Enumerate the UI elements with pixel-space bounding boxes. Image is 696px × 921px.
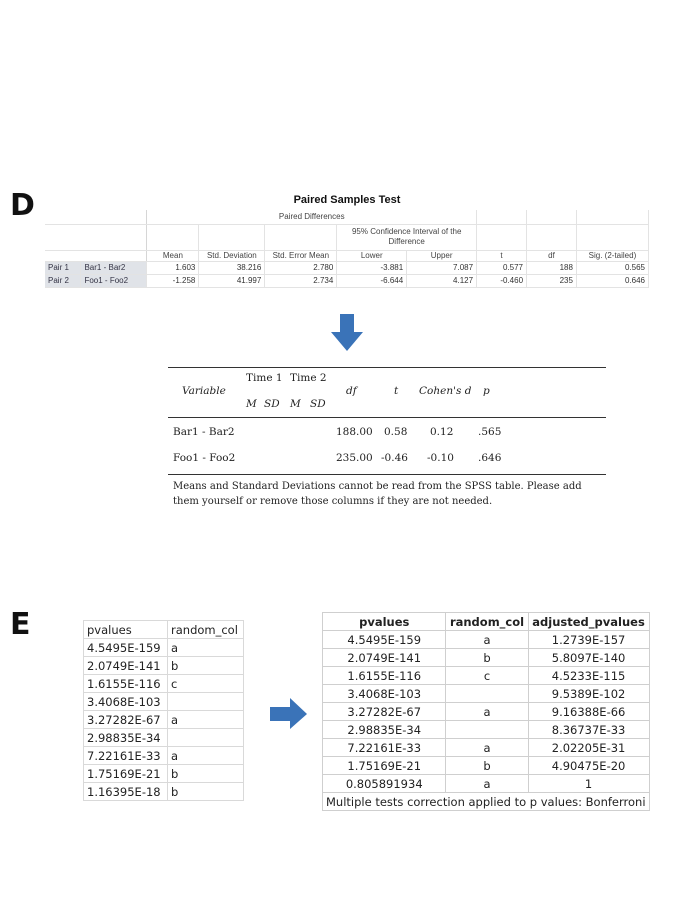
spss-cell: 41.997 <box>199 274 265 287</box>
random-col-cell[interactable]: b <box>168 657 244 675</box>
column-header[interactable]: adjusted_pvalues <box>528 613 649 631</box>
random-col-cell[interactable]: a <box>168 711 244 729</box>
apa-row-t: -0.46 <box>381 452 408 464</box>
random-col-cell[interactable]: a <box>168 747 244 765</box>
spss-ci-header: 95% Confidence Interval of the Difference <box>337 224 477 250</box>
table-row <box>84 729 244 747</box>
apa-mid-rule <box>168 417 606 418</box>
apa-row-df: 235.00 <box>336 452 373 464</box>
spss-row <box>45 274 649 287</box>
output-spreadsheet <box>322 612 650 811</box>
spss-pair-name: Foo1 - Foo2 <box>81 274 147 287</box>
adjusted-pvalue-cell[interactable]: 4.5233E-115 <box>528 667 649 685</box>
spss-table <box>45 210 649 288</box>
random-col-cell[interactable]: b <box>168 783 244 801</box>
adjusted-pvalue-cell[interactable]: 9.16388E-66 <box>528 703 649 721</box>
table-row <box>323 757 650 775</box>
spss-cell: 38.216 <box>199 261 265 274</box>
pvalue-cell[interactable]: 1.6155E-116 <box>84 675 168 693</box>
random-col-cell[interactable]: c <box>168 675 244 693</box>
table-row <box>323 721 650 739</box>
table-row <box>84 657 244 675</box>
spss-col-header: Lower <box>337 250 407 261</box>
table-row <box>323 739 650 757</box>
apa-cohens-d-header: Cohen's d <box>419 385 472 397</box>
table-header-row <box>84 621 244 639</box>
spss-cell: 7.087 <box>407 261 477 274</box>
adjusted-pvalue-cell[interactable]: 9.5389E-102 <box>528 685 649 703</box>
random-col-cell[interactable] <box>446 685 528 703</box>
column-header[interactable]: pvalues <box>323 613 446 631</box>
spss-col-header: Sig. (2-tailed) <box>576 250 648 261</box>
apa-bottom-rule <box>168 474 606 475</box>
spss-cell: 0.565 <box>576 261 648 274</box>
arrow-down-icon <box>330 314 364 352</box>
table-row <box>323 703 650 721</box>
arrow-right-icon <box>270 698 308 730</box>
panel-label-d: D <box>10 188 35 223</box>
spss-col-header: Std. Deviation <box>199 250 265 261</box>
table-row <box>323 685 650 703</box>
spss-col-header: t <box>477 250 527 261</box>
pvalue-cell[interactable]: 2.0749E-141 <box>84 657 168 675</box>
apa-m-header: M <box>246 398 257 410</box>
table-row <box>84 693 244 711</box>
random-col-cell[interactable]: b <box>168 765 244 783</box>
pvalue-cell[interactable]: 1.75169E-21 <box>84 765 168 783</box>
spss-cell: 0.646 <box>576 274 648 287</box>
spss-cell: -3.881 <box>337 261 407 274</box>
apa-note: Means and Standard Deviations cannot be read from the SPSS table. Please add them yourself or remove those columns if they are not needed. <box>173 481 582 507</box>
pvalue-cell[interactable]: 3.27282E-67 <box>84 711 168 729</box>
adjusted-pvalue-cell[interactable]: 4.90475E-20 <box>528 757 649 775</box>
spss-pair-name: Bar1 - Bar2 <box>81 261 147 274</box>
spss-title: Paired Samples Test <box>293 194 401 206</box>
random-col-cell[interactable]: c <box>446 667 528 685</box>
apa-top-rule <box>168 367 606 368</box>
spss-row <box>45 261 649 274</box>
spss-cell: 4.127 <box>407 274 477 287</box>
spss-col-header: Upper <box>407 250 477 261</box>
pvalue-cell[interactable]: 3.4068E-103 <box>84 693 168 711</box>
panel-label-e: E <box>10 607 31 642</box>
pvalue-cell[interactable]: 7.22161E-33 <box>323 739 446 757</box>
spss-cell: 2.780 <box>265 261 337 274</box>
apa-row-name: Bar1 - Bar2 <box>173 426 235 438</box>
spss-col-header: Mean <box>147 250 199 261</box>
spss-pair-label: Pair 2 <box>45 274 81 287</box>
pvalue-cell[interactable]: 4.5495E-159 <box>323 631 446 649</box>
column-header[interactable]: pvalues <box>84 621 168 639</box>
input-table <box>83 620 244 801</box>
spss-cell: 0.577 <box>477 261 527 274</box>
apa-sd-header: SD <box>310 398 326 410</box>
apa-time1-header: Time 1 <box>246 372 283 384</box>
apa-t-header: t <box>394 385 399 397</box>
apa-row-t: 0.58 <box>384 426 408 438</box>
spss-cell: 235 <box>527 274 577 287</box>
table-row <box>84 711 244 729</box>
output-table <box>322 612 650 811</box>
pvalue-cell[interactable]: 3.27282E-67 <box>323 703 446 721</box>
spss-group-header: Paired Differences <box>147 210 477 224</box>
random-col-cell[interactable]: a <box>168 639 244 657</box>
adjusted-pvalue-cell[interactable]: 2.02205E-31 <box>528 739 649 757</box>
pvalue-cell[interactable]: 2.98835E-34 <box>84 729 168 747</box>
table-row <box>323 667 650 685</box>
spss-cell: 2.734 <box>265 274 337 287</box>
table-row <box>323 649 650 667</box>
spss-col-header: Std. Error Mean <box>265 250 337 261</box>
pvalue-cell[interactable]: 2.0749E-141 <box>323 649 446 667</box>
random-col-cell[interactable] <box>446 721 528 739</box>
random-col-cell[interactable]: a <box>446 703 528 721</box>
random-col-cell[interactable]: a <box>446 631 528 649</box>
table-row <box>84 747 244 765</box>
correction-note: Multiple tests correction applied to p values: Bonferroni <box>323 793 650 811</box>
apa-row-df: 188.00 <box>336 426 373 438</box>
random-col-cell[interactable]: b <box>446 649 528 667</box>
apa-sd-header: SD <box>264 398 280 410</box>
table-row <box>84 675 244 693</box>
table-row <box>84 639 244 657</box>
random-col-cell[interactable] <box>168 693 244 711</box>
pvalue-cell[interactable]: 1.16395E-18 <box>84 783 168 801</box>
column-header[interactable]: random_col <box>168 621 244 639</box>
apa-df-header: df <box>346 385 357 397</box>
spss-cell: 1.603 <box>147 261 199 274</box>
table-row <box>323 775 650 793</box>
table-footer-row <box>323 793 650 811</box>
spss-col-header: df <box>527 250 577 261</box>
spss-paired-samples-table <box>45 190 649 302</box>
pvalue-cell[interactable]: 7.22161E-33 <box>84 747 168 765</box>
apa-variable-header: Variable <box>182 385 226 397</box>
adjusted-pvalue-cell[interactable]: 8.36737E-33 <box>528 721 649 739</box>
apa-time2-header: Time 2 <box>290 372 327 384</box>
table-row <box>84 783 244 801</box>
table-row <box>84 765 244 783</box>
pvalue-cell[interactable]: 2.98835E-34 <box>323 721 446 739</box>
apa-row-name: Foo1 - Foo2 <box>173 452 236 464</box>
apa-row-d: 0.12 <box>430 426 454 438</box>
spss-cell: -6.644 <box>337 274 407 287</box>
column-header[interactable]: random_col <box>446 613 528 631</box>
spss-cell: -0.460 <box>477 274 527 287</box>
spss-cell: -1.258 <box>147 274 199 287</box>
adjusted-pvalue-cell[interactable]: 1 <box>528 775 649 793</box>
adjusted-pvalue-cell[interactable]: 1.2739E-157 <box>528 631 649 649</box>
apa-row-p: .565 <box>478 426 502 438</box>
adjusted-pvalue-cell[interactable]: 5.8097E-140 <box>528 649 649 667</box>
table-row <box>323 631 650 649</box>
apa-m-header: M <box>290 398 301 410</box>
pvalue-cell[interactable]: 0.805891934 <box>323 775 446 793</box>
pvalue-cell[interactable]: 1.6155E-116 <box>323 667 446 685</box>
spss-cell: 188 <box>527 261 577 274</box>
random-col-cell[interactable]: a <box>446 739 528 757</box>
pvalue-cell[interactable]: 3.4068E-103 <box>323 685 446 703</box>
table-header-row <box>323 613 650 631</box>
apa-row-d: -0.10 <box>427 452 454 464</box>
spss-pair-label: Pair 1 <box>45 261 81 274</box>
random-col-cell[interactable]: a <box>446 775 528 793</box>
random-col-cell[interactable] <box>168 729 244 747</box>
apa-p-header: p <box>483 385 490 397</box>
pvalue-cell[interactable]: 4.5495E-159 <box>84 639 168 657</box>
pvalue-cell[interactable]: 1.75169E-21 <box>323 757 446 775</box>
input-spreadsheet <box>83 620 244 801</box>
random-col-cell[interactable]: b <box>446 757 528 775</box>
apa-row-p: .646 <box>478 452 502 464</box>
